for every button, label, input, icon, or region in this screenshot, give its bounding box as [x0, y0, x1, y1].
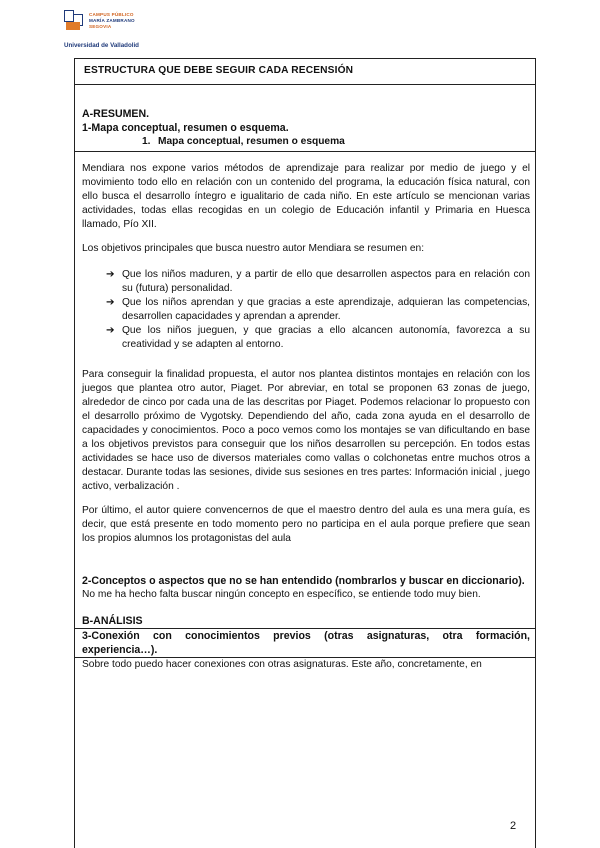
campus-logo-icon: [64, 10, 82, 32]
page-number: 2: [510, 820, 517, 832]
list-item: [106, 268, 530, 296]
university-name: Universidad de Valladolid: [64, 42, 139, 49]
logo-line-2: MARÍA ZAMBRANO: [89, 18, 135, 23]
numbered-heading: [142, 135, 530, 149]
document-content: [78, 58, 530, 672]
numbered-heading-text: Mapa conceptual, resumen o esquema: [158, 136, 345, 147]
section-2-title: 2-Conceptos o aspectos que no se han entendido (nombrarlos y buscar en diccionario).: [82, 575, 525, 587]
section-a-subtitle: 1-Mapa conceptual, resumen o esquema.: [82, 122, 289, 134]
numbered-heading-number: 1.: [142, 136, 151, 147]
list-item-text: Que los niños maduren, y a partir de ello que desarrollen aspectos para en relación con su (futura) personalidad.: [122, 269, 530, 294]
section-b-title: B-ANÁLISIS: [82, 615, 143, 627]
paragraph-4: Por último, el autor quiere convencernos de que el maestro dentro del aula es una mera guía, es decir, que está presente en todo momento pero no participa en el aula porque prefiere que sean los propios alumnos los protagonistas del aula: [82, 505, 530, 544]
list-item-text: Que los niños aprendan y que gracias a este aprendizaje, adquieran las competencias, desarrollen capacidades y aprendan a aprender.: [122, 297, 530, 322]
logo-line-1: CAMPUS PÚBLICO: [89, 12, 134, 17]
objectives-list: [82, 268, 530, 352]
section-a-title: A-RESUMEN.: [82, 108, 150, 120]
arrow-icon: ➔: [106, 325, 115, 336]
divider: [74, 151, 536, 152]
list-item-text: Que los niños jueguen, y que gracias a ello alcancen autonomía, favorezca a su creatividad y se adapten al entorno.: [122, 325, 530, 350]
section-3-title: 3-Conexión con conocimientos previos (otras asignaturas, otra formación, experiencia…).: [82, 630, 530, 656]
campus-logo-text: [89, 12, 135, 30]
paragraph-3: Para conseguir la finalidad propuesta, el autor nos plantea distintos montajes en relación con los juegos que plantea otro autor, Piaget. Por abreviar, en total se proponen 63 zonas de juego, alrededor de cinco por cada una de las descritas por Piaget. Podemos relacionar lo propuesto con el desarrollo próximo de Vygotsky. Dependiendo del año, cada zona ayuda en el desarrollo de capacidades y conocimientos. Poco a poco vemos como los montajes se van dificultando en base a los objetivos previstos para conseguir que los niños desarrollen su percepción. En todos estas actividades se hace uso de diversos materiales como vallas o colchonetas entre muchos otros a destacar. Durante todas las sesiones, divide sus sesiones en tres partes: Información inicial , juego activo, verbalización .: [82, 369, 530, 492]
paragraph-1: Mendiara nos expone varios métodos de aprendizaje para realizar por medio de juego y el movimiento todo ello en relación con un contenido del programa, la educación física natural, con ello busca el desarrollo íntegro e igualitario de cada niño. En este artículo se mencionan varias actividades, todas ellas recogidas en un colegio de Educación infantil y Primaria en Huesca llamado, Pío XII.: [82, 163, 530, 230]
list-item: [106, 324, 530, 352]
table-heading: ESTRUCTURA QUE DEBE SEGUIR CADA RECENSIÓN: [74, 58, 536, 85]
section-3-text: Sobre todo puedo hacer conexiones con otras asignaturas. Este año, concretamente, en: [82, 659, 482, 670]
paragraph-2: Los objetivos principales que busca nuestro autor Mendiara se resumen en:: [82, 243, 425, 254]
arrow-icon: ➔: [106, 297, 115, 308]
list-item: [106, 296, 530, 324]
logo-line-3: SEGOVIA: [89, 24, 112, 29]
section-2-text: No me ha hecho falta buscar ningún concepto en específico, se entiende todo muy bien.: [82, 589, 481, 600]
arrow-icon: ➔: [106, 269, 115, 280]
